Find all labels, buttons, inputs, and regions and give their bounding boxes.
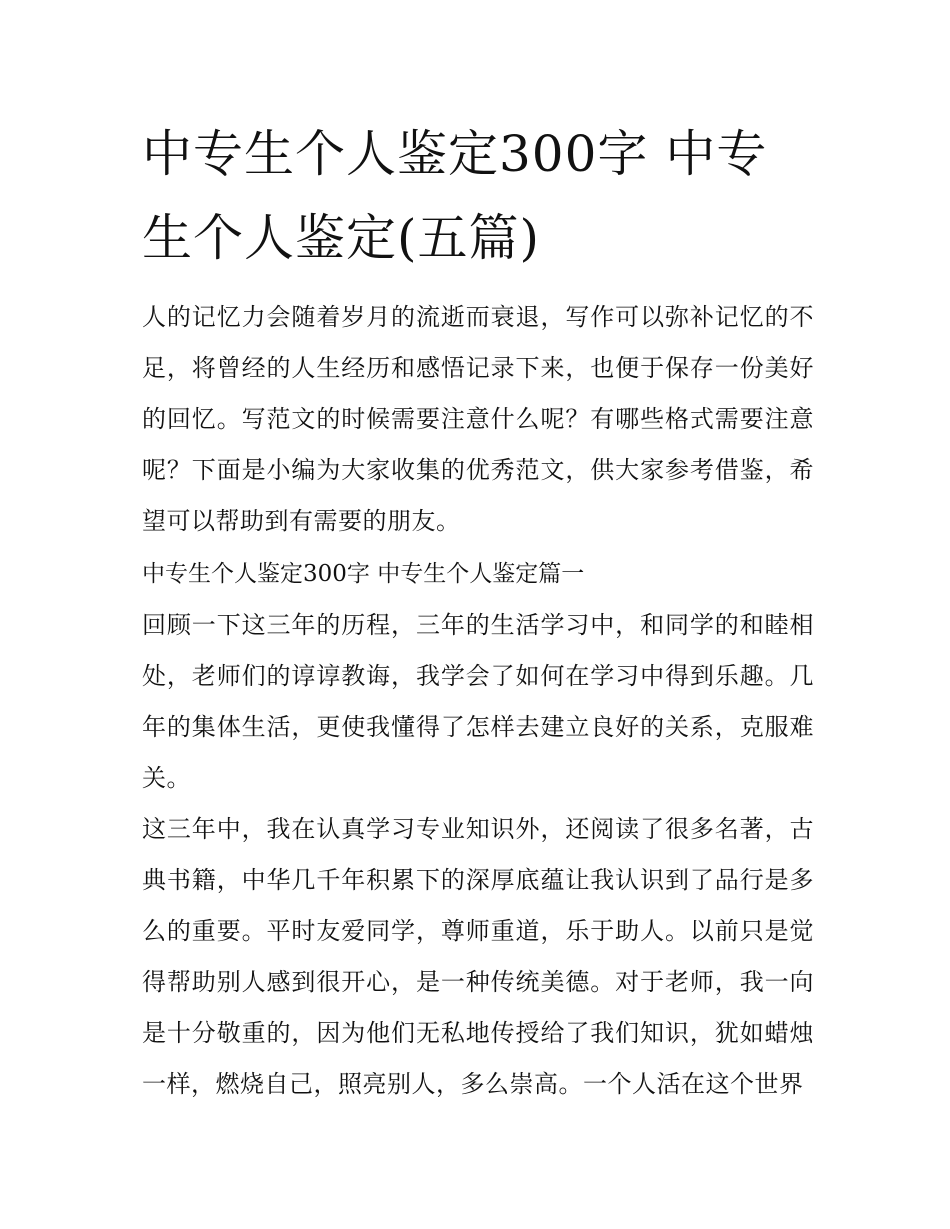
document-title: 中专生个人鉴定300字 中专生个人鉴定(五篇)	[142, 125, 768, 267]
body-paragraph-1: 回顾一下这三年的历程，三年的生活学习中，和同学的和睦相处，老师们的谆谆教诲，我学会了如何在学习中得到乐趣。几年的集体生活，更使我懂得了怎样去建立良好的关系，克服难关。	[142, 611, 814, 792]
section-heading: 中专生个人鉴定300字 中专生个人鉴定篇一	[142, 561, 585, 587]
document-page	[142, 112, 814, 1110]
intro-paragraph: 人的记忆力会随着岁月的流逝而衰退，写作可以弥补记忆的不足，将曾经的人生经历和感悟记录下来，也便于保存一份美好的回忆。写范文的时候需要注意什么呢？有哪些格式需要注意呢？下面是小编为大家收集的优秀范文，供大家参考借鉴，希望可以帮助到有需要的朋友。	[142, 303, 814, 535]
body-paragraph-2: 这三年中，我在认真学习专业知识外，还阅读了很多名著，古典书籍，中华几千年积累下的深厚底蕴让我认识到了品行是多么的重要。平时友爱同学，尊师重道，乐于助人。以前只是觉得帮助别人感到很开心，是一种传统美德。对于老师，我一向是十分敬重的，因为他们无私地传授给了我们知识，犹如蜡烛一样，燃烧自己，照亮别人，多么崇高。一个人活在这个世界	[142, 815, 814, 1098]
